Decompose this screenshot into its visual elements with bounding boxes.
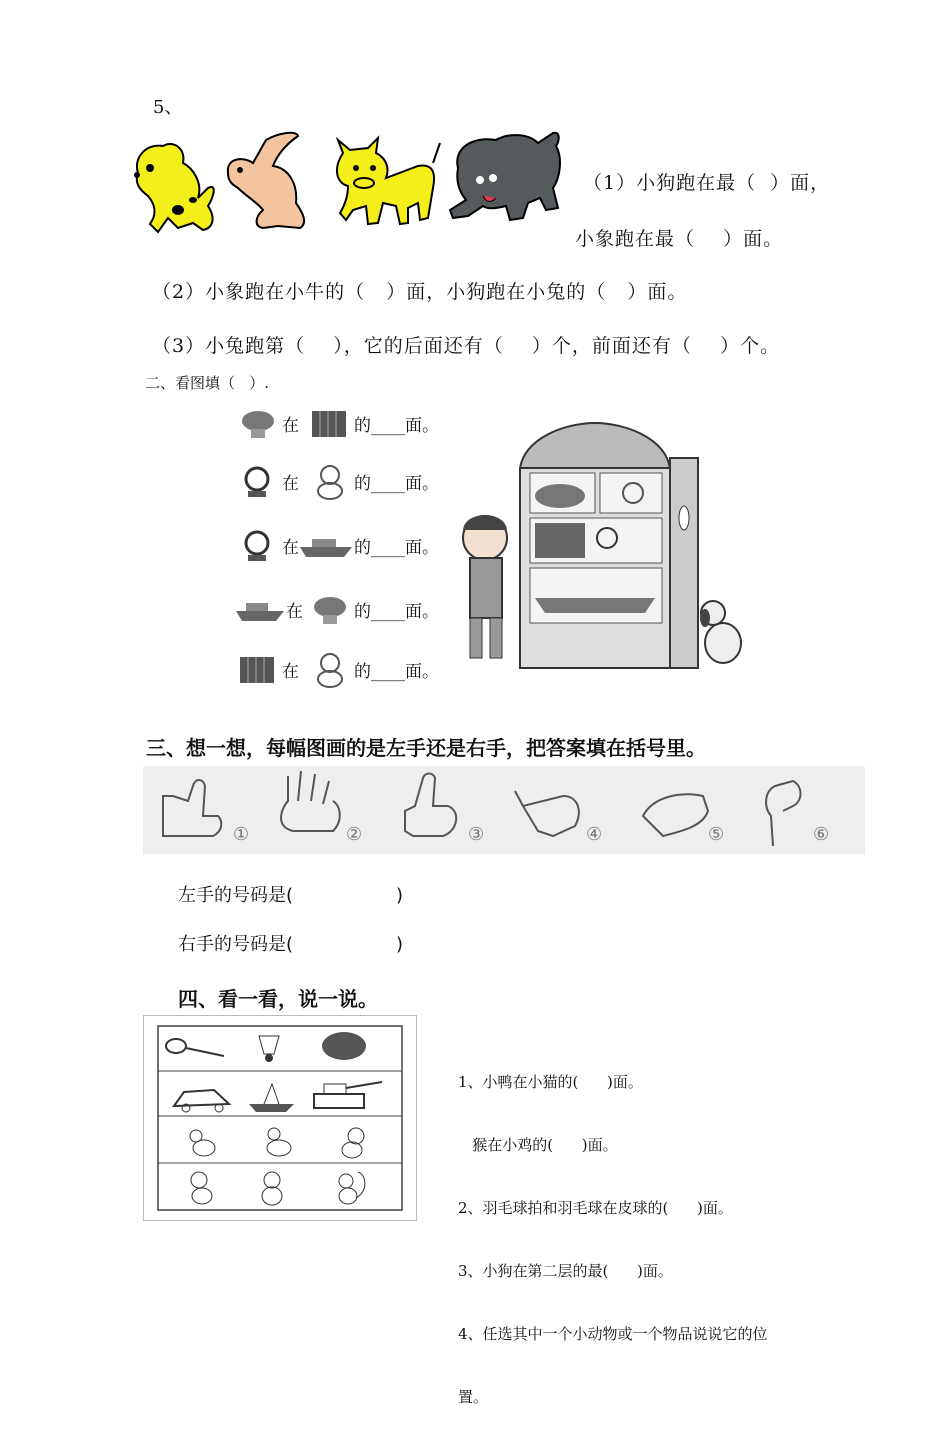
zai-label: 在 (282, 538, 299, 558)
de-blank: 的____面。 (354, 474, 439, 494)
sec4-q1: 1、小鸭在小猫的( )面。 (458, 1073, 643, 1091)
duck-icon (267, 1128, 291, 1156)
elephant-icon (450, 133, 560, 220)
dog-icon (134, 144, 214, 232)
plant-icon (310, 593, 350, 627)
q5-p3: （3）小兔跑第（ ），它的后面还有（ ）个，前面还有（ ）个。 (152, 335, 781, 357)
ship-icon (249, 1084, 294, 1112)
q5-p1b: 小象跑在最（ ）面。 (575, 228, 784, 250)
de-blank: 的____面。 (354, 662, 439, 682)
sec2-row-2 (238, 463, 468, 503)
zai-label: 在 (282, 662, 299, 682)
sec2-row-3 (238, 527, 468, 567)
sec2-title: 二、看图填（ ）. (145, 374, 270, 392)
q5-p2: （2）小象跑在小牛的（ ）面，小狗跑在小兔的（ ）面。 (152, 281, 688, 303)
clock-icon (242, 529, 272, 563)
sec2-row-1 (238, 405, 468, 445)
books-icon (238, 653, 278, 687)
sec4-q4b: 置。 (458, 1388, 489, 1406)
q5-p1a: （1）小狗跑在最（ ）面， (583, 172, 831, 194)
squirrel-icon (339, 1172, 365, 1204)
hand-number: ⑤ (708, 824, 725, 845)
sec4-questions (458, 1030, 768, 1429)
sec4-q2: 2、羽毛球拍和羽毛球在皮球的( )面。 (458, 1199, 733, 1217)
monkey-icon (191, 1172, 212, 1204)
plant-icon (238, 407, 278, 441)
cow-icon (337, 138, 440, 224)
ball-icon (322, 1032, 366, 1060)
hand-number: ③ (468, 824, 485, 845)
de-blank: 的____面。 (354, 602, 439, 622)
pointing-hand-icon (643, 794, 708, 836)
q5-number: 5、 (153, 97, 183, 118)
sec4-title: 四、看一看，说一说。 (178, 987, 378, 1011)
sec2-row-5 (238, 651, 468, 691)
zai-label: 在 (286, 602, 303, 622)
cat-icon (262, 1172, 282, 1205)
hand-number: ② (346, 824, 363, 845)
chick-icon (190, 1130, 215, 1156)
objects-grid-illustration (144, 1016, 416, 1220)
tank-icon (314, 1082, 382, 1108)
sec4-q4: 4、任选其中一个小动物或一个物品说说它的位 (458, 1325, 768, 1343)
car-icon (174, 1090, 229, 1112)
fist-hand-icon (515, 791, 579, 836)
ship-icon (298, 531, 354, 561)
de-blank: 的____面。 (354, 538, 439, 558)
shuttlecock-icon (259, 1036, 279, 1062)
rabbit-icon (228, 133, 304, 228)
thumbs-up-hand-icon (163, 780, 221, 836)
books-icon (310, 407, 350, 441)
ship-icon (234, 595, 286, 625)
sec2-rows (238, 405, 468, 695)
de-blank: 的____面。 (354, 416, 439, 436)
hands-panel (143, 766, 865, 854)
cabinet-scene-illustration (455, 418, 755, 680)
zai-label: 在 (282, 416, 299, 436)
racket-icon (166, 1039, 224, 1056)
dog-icon (342, 1128, 364, 1158)
ok-hand-icon (766, 781, 800, 846)
hand-number: ⑥ (813, 824, 830, 845)
sec3-title: 三、想一想，每幅图画的是左手还是右手，把答案填在括号里。 (146, 736, 706, 760)
sec4-q1b: 猴在小鸡的( )面。 (458, 1136, 618, 1154)
sec2-row-4 (238, 591, 468, 631)
thumbs-up-hand-icon (405, 774, 456, 837)
objects-grid (143, 1015, 417, 1221)
clock-icon (242, 465, 272, 499)
right-hand-answer: 右手的号码是( ) (178, 934, 404, 955)
zai-label: 在 (282, 474, 299, 494)
cat-toy-icon (312, 651, 348, 689)
open-hand-icon (281, 771, 340, 831)
animals-illustration (128, 128, 568, 240)
sec4-q3: 3、小狗在第二层的最( )面。 (458, 1262, 673, 1280)
hand-number: ① (233, 824, 250, 845)
left-hand-answer: 左手的号码是( ) (178, 885, 404, 906)
hands-illustration (143, 766, 865, 854)
hand-number: ④ (586, 824, 603, 845)
cat-toy-icon (312, 463, 348, 501)
